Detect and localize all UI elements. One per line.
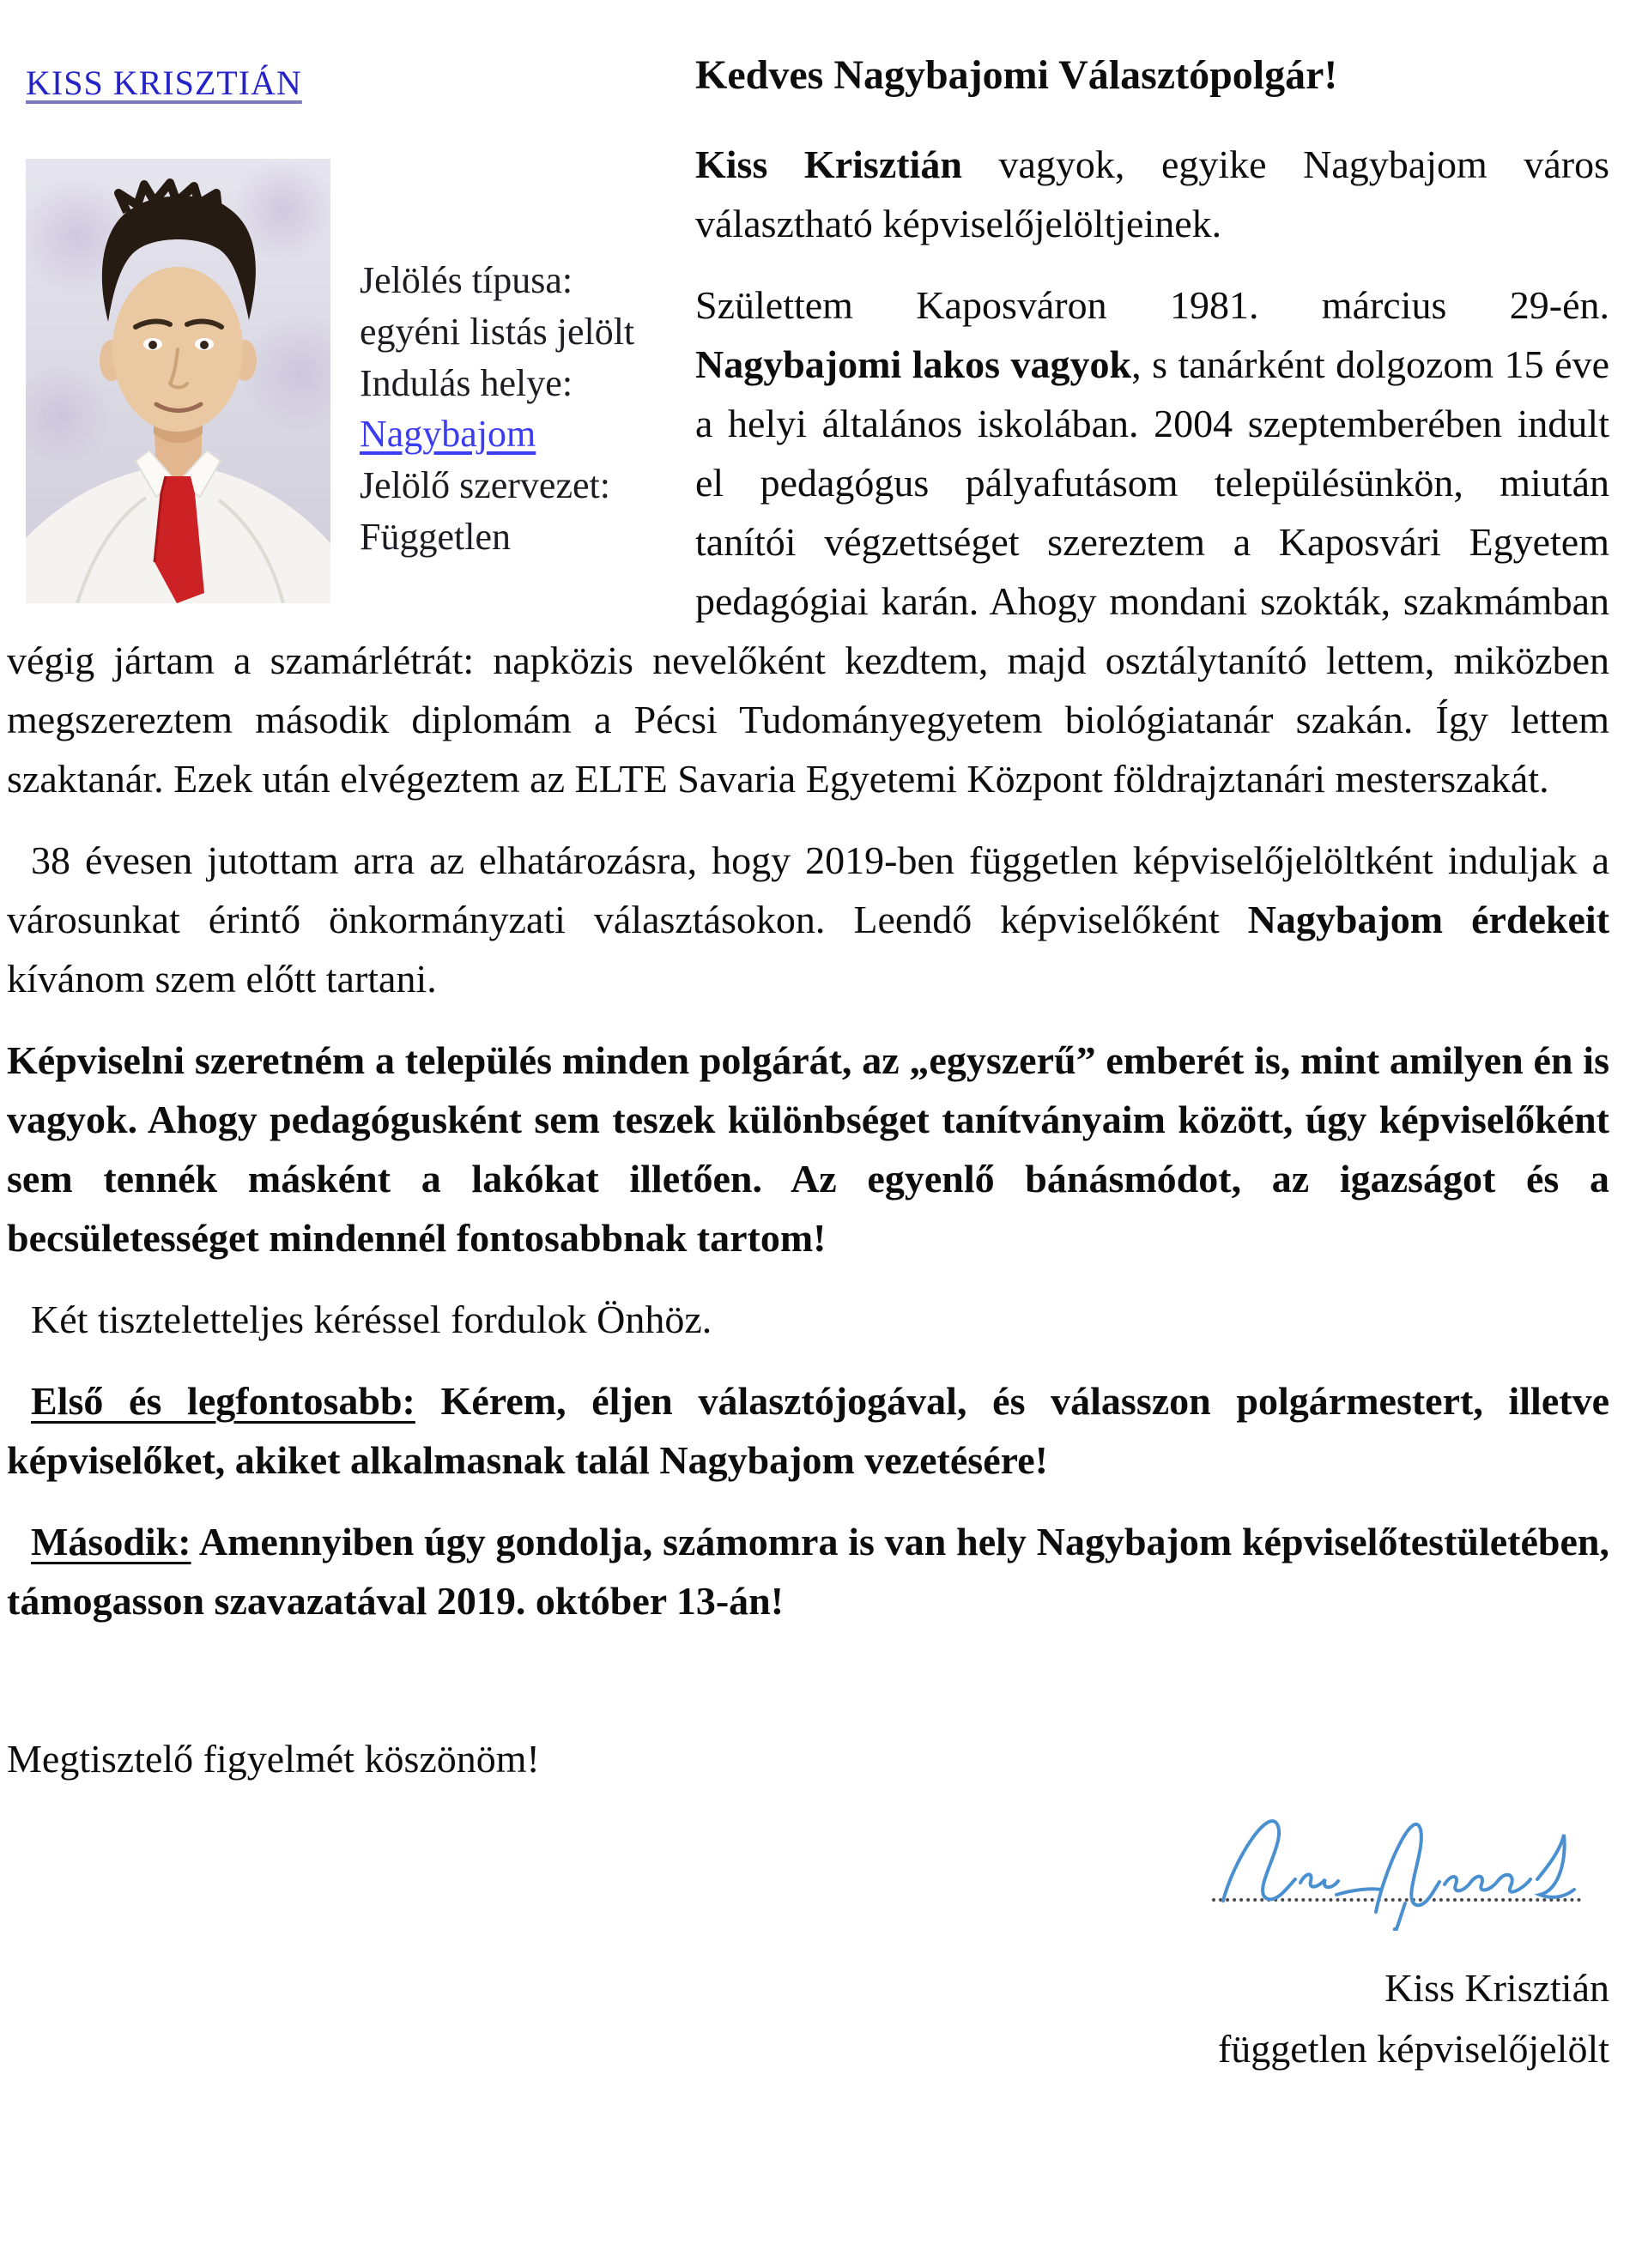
decision-bold-interests: Nagybajom érdekeit bbox=[1247, 898, 1610, 942]
nomination-type-label: Jelölés típusa: bbox=[360, 259, 573, 301]
candidate-info-block bbox=[360, 255, 634, 603]
signature-role-text: független képviselőjelölt bbox=[1217, 2027, 1609, 2071]
photo-and-info-row bbox=[26, 159, 695, 603]
nomination-type-value: egyéni listás jelölt bbox=[360, 310, 635, 353]
nominating-org-label: Jelölő szervezet: bbox=[360, 464, 610, 507]
intro-bold-name: Kiss Krisztián bbox=[695, 142, 962, 187]
first-request-paragraph bbox=[7, 1371, 1609, 1490]
nominating-org-value: Független bbox=[360, 516, 511, 559]
requests-intro-paragraph: Két tiszteletteljes kéréssel fordulok Önhöz. bbox=[31, 1297, 712, 1342]
decision-part2: kívánom szem előtt tartani. bbox=[7, 957, 437, 1001]
bio-part2: , s tanárként dolgozom 15 éve a helyi általános iskolában. 2004 szeptemberében indult el pedagógus pályafutásom településünkön, miután tanítói végzettséget szereztem a Kaposvári Egyetem pedagógiai karán. Ahogy mondani szokták, szakmámban végig jártam a szamárlétrát: napközis nevelőként kezdtem, majd osztálytanító lettem, miközben megszereztem második diplomám a Pécsi Tudományegyetem biológiatanár szakán. Így lettem szaktanár. Ezek után elvégeztem az ELTE Savaria Egyetemi Központ földrajztanári mesterszakát. bbox=[7, 342, 1609, 801]
decision-paragraph bbox=[7, 831, 1609, 1008]
left-column bbox=[7, 51, 695, 603]
second-request-rest: Amennyiben úgy gondolja, számomra is van hely Nagybajom képviselőtestületében, támogasson szavazatával 2019. október 13-án! bbox=[7, 1520, 1609, 1624]
candidate-portrait-photo bbox=[26, 159, 330, 603]
nagybajom-link[interactable]: Nagybajom bbox=[360, 413, 536, 456]
second-request-underlined: Második: bbox=[31, 1520, 191, 1564]
bio-part1: Születtem Kaposváron 1981. március 29-én. bbox=[695, 283, 1609, 328]
first-request-rest: Kérem, éljen választójogával, és válasszon polgármestert, illetve képviselőket, akiket alkalmasnak talál Nagybajom vezetésére! bbox=[7, 1379, 1609, 1483]
first-request-underlined: Első és legfontosabb: bbox=[31, 1379, 415, 1424]
candidate-name-link[interactable]: KISS KRISZTIÁN bbox=[26, 64, 302, 102]
greeting-heading: Kedves Nagybajomi Választópolgár! bbox=[695, 52, 1338, 98]
handwritten-signature-image bbox=[1208, 1793, 1585, 1931]
signature-block bbox=[1208, 1793, 1585, 1902]
decision-part1: 38 évesen jutottam arra az elhatározásra, hogy 2019-ben független képviselőjelöltként induljak a városunkat érintő önkormányzati választásokon. Leendő képviselőként bbox=[7, 838, 1609, 942]
second-request-paragraph bbox=[7, 1512, 1609, 1630]
starting-place-label: Indulás helye: bbox=[360, 361, 573, 404]
closing-thanks-text: Megtisztelő figyelmét köszönöm! bbox=[7, 1737, 540, 1781]
pledge-paragraph: Képviselni szeretném a település minden polgárát, az „egyszerű” emberét is, mint amilyen én is vagyok. Ahogy pedagógusként sem teszek különbséget tanítványaim között, úgy képviselőként sem tennék másként a lakókat illetően. Az egyenlő bánásmódot, az igazságot és a becsületességet mindennél fontosabbnak tartom! bbox=[7, 1038, 1609, 1261]
signature-area bbox=[7, 1793, 1609, 2080]
bio-bold-resident: Nagybajomi lakos vagyok bbox=[695, 342, 1132, 387]
signature-names bbox=[7, 1957, 1609, 2080]
signature-name-text: Kiss Krisztián bbox=[1384, 1966, 1609, 2011]
intro-rest: vagyok, egyike Nagybajom város választható képviselőjelöltjeinek. bbox=[695, 142, 1609, 246]
